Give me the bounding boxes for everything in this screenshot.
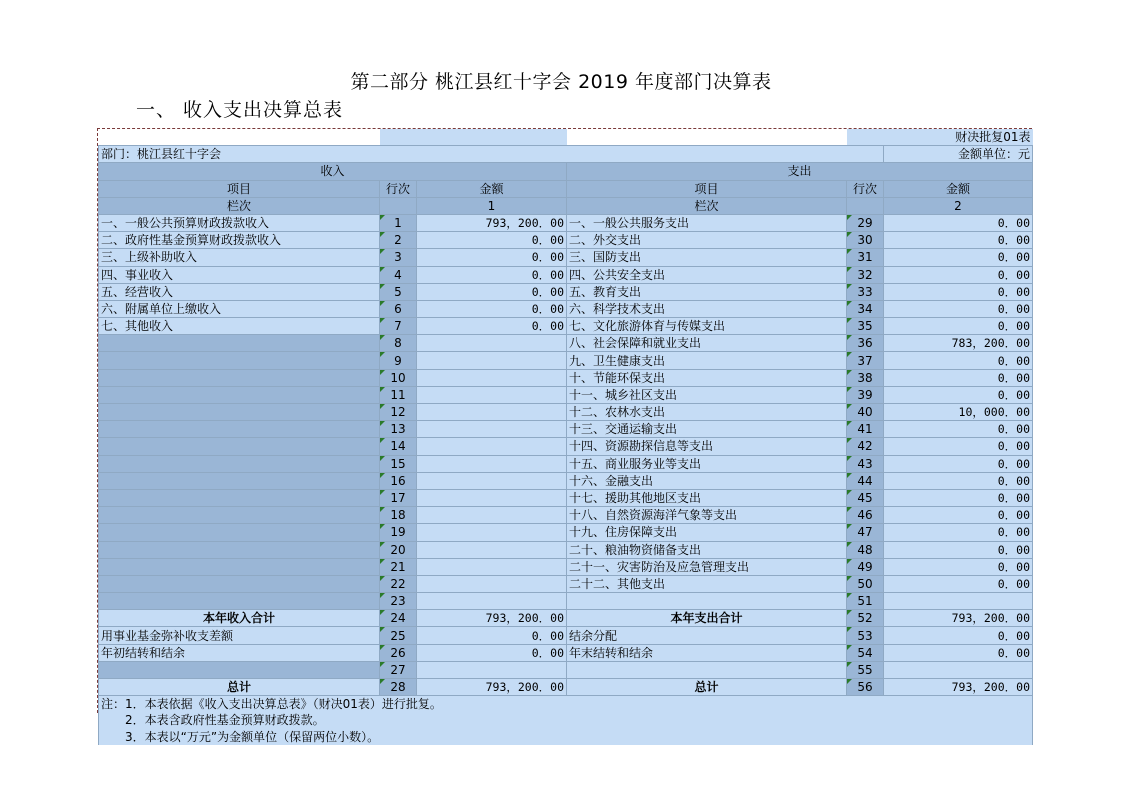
expense-col-index: 2	[884, 197, 1033, 214]
income-amount	[417, 352, 567, 369]
income-row-number: 12	[380, 404, 417, 421]
income-item-label: 三、上级补助收入	[99, 249, 380, 266]
expense-amount	[884, 593, 1033, 610]
expense-row-number: 33	[847, 283, 884, 300]
expense-row-number: 49	[847, 558, 884, 575]
income-item-label	[99, 575, 380, 592]
income-row-number: 16	[380, 472, 417, 489]
income-row-number: 5	[380, 283, 417, 300]
income-amount: 0．00	[417, 249, 567, 266]
income-row-number: 23	[380, 593, 417, 610]
table-row	[99, 455, 1033, 472]
note-text: 注：1．本表依据《收入支出决算总表》（财决01表）进行批复。	[99, 696, 1033, 713]
table-row	[99, 524, 1033, 541]
expense-item-label: 二十一、灾害防治及应急管理支出	[567, 558, 847, 575]
total-row	[99, 610, 1033, 627]
expense-item-label: 十六、金融支出	[567, 472, 847, 489]
table-row	[99, 541, 1033, 558]
income-amount	[417, 575, 567, 592]
expense-item-label: 四、公共安全支出	[567, 266, 847, 283]
expense-row-number: 29	[847, 214, 884, 231]
expense-amount: 0．00	[884, 575, 1033, 592]
income-row-number: 15	[380, 455, 417, 472]
income-item-label	[99, 472, 380, 489]
table-row	[99, 404, 1033, 421]
expense-row-number: 45	[847, 489, 884, 506]
expense-amount: 0．00	[884, 472, 1033, 489]
income-amount	[417, 438, 567, 455]
expense-row-number: 32	[847, 266, 884, 283]
income-row-number: 2	[380, 232, 417, 249]
expense-item-header: 项目	[567, 180, 847, 197]
expense-row-number: 51	[847, 593, 884, 610]
expense-amount: 0．00	[884, 300, 1033, 317]
income-amount-header: 金额	[417, 180, 567, 197]
expense-amount: 793，200．00	[884, 610, 1033, 627]
income-row-number: 19	[380, 524, 417, 541]
income-amount	[417, 558, 567, 575]
expense-item-label: 二十、粮油物资储备支出	[567, 541, 847, 558]
income-row-number: 7	[380, 318, 417, 335]
income-item-label: 年初结转和结余	[99, 644, 380, 661]
form-code: 财决批复01表	[884, 129, 1033, 146]
expense-col-label: 栏次	[567, 197, 847, 214]
income-amount: 793，200．00	[417, 679, 567, 696]
column-header-row	[99, 180, 1033, 197]
expense-item-label: 五、教育支出	[567, 283, 847, 300]
expense-row-number: 44	[847, 472, 884, 489]
expense-amount: 0．00	[884, 507, 1033, 524]
table-row	[99, 249, 1033, 266]
department-label: 部门：桃江县红十字会	[99, 146, 884, 163]
income-amount	[417, 369, 567, 386]
note-text: 3．本表以“万元”为金额单位（保留两位小数）。	[99, 729, 1033, 745]
table-row	[99, 472, 1033, 489]
income-row-number: 20	[380, 541, 417, 558]
note-row	[99, 696, 1033, 713]
income-item-label	[99, 541, 380, 558]
expense-amount: 0．00	[884, 541, 1033, 558]
expense-item-label: 本年支出合计	[567, 610, 847, 627]
expense-row-number: 54	[847, 644, 884, 661]
income-row-number: 4	[380, 266, 417, 283]
expense-item-label: 十九、住房保障支出	[567, 524, 847, 541]
income-amount	[417, 404, 567, 421]
expense-item-label: 十四、资源勘探信息等支出	[567, 438, 847, 455]
income-item-label: 一、一般公共预算财政拨款收入	[99, 214, 380, 231]
income-amount: 0．00	[417, 266, 567, 283]
final-accounts-sheet	[97, 128, 1032, 744]
expense-amount: 0．00	[884, 524, 1033, 541]
expense-row-number: 50	[847, 575, 884, 592]
income-row-number: 10	[380, 369, 417, 386]
department-row	[99, 146, 1033, 163]
expense-row-number: 41	[847, 421, 884, 438]
table-row	[99, 283, 1033, 300]
income-item-header: 项目	[99, 180, 380, 197]
expense-amount: 0．00	[884, 352, 1033, 369]
expense-rowno-header: 行次	[847, 180, 884, 197]
income-item-label	[99, 489, 380, 506]
income-item-label	[99, 386, 380, 403]
income-amount	[417, 593, 567, 610]
expense-item-label: 十、节能环保支出	[567, 369, 847, 386]
income-row-number: 21	[380, 558, 417, 575]
expense-item-label: 八、社会保障和就业支出	[567, 335, 847, 352]
income-item-label: 七、其他收入	[99, 318, 380, 335]
expense-item-label: 十二、农林水支出	[567, 404, 847, 421]
expense-amount: 0．00	[884, 283, 1033, 300]
expense-item-label: 总计	[567, 679, 847, 696]
note-row	[99, 712, 1033, 728]
income-amount: 0．00	[417, 644, 567, 661]
expense-item-label: 三、国防支出	[567, 249, 847, 266]
expense-item-label: 二十二、其他支出	[567, 575, 847, 592]
income-amount	[417, 455, 567, 472]
income-item-label	[99, 507, 380, 524]
table-row	[99, 575, 1033, 592]
expense-amount: 10，000．00	[884, 404, 1033, 421]
income-header: 收入	[99, 163, 567, 180]
income-amount	[417, 661, 567, 678]
income-amount	[417, 541, 567, 558]
income-amount	[417, 421, 567, 438]
expense-row-number: 34	[847, 300, 884, 317]
income-item-label: 二、政府性基金预算财政拨款收入	[99, 232, 380, 249]
column-index-row	[99, 197, 1033, 214]
income-row-number: 26	[380, 644, 417, 661]
income-row-number: 14	[380, 438, 417, 455]
expense-item-label: 结余分配	[567, 627, 847, 644]
table-row	[99, 352, 1033, 369]
income-item-label	[99, 335, 380, 352]
note-row	[99, 729, 1033, 745]
income-item-label: 六、附属单位上缴收入	[99, 300, 380, 317]
table-row	[99, 558, 1033, 575]
income-item-label: 五、经营收入	[99, 283, 380, 300]
income-item-label: 四、事业收入	[99, 266, 380, 283]
expense-item-label	[567, 661, 847, 678]
expense-row-number: 53	[847, 627, 884, 644]
expense-item-label	[567, 593, 847, 610]
income-amount: 0．00	[417, 627, 567, 644]
expense-row-number: 38	[847, 369, 884, 386]
expense-row-number: 36	[847, 335, 884, 352]
table-row	[99, 593, 1033, 610]
income-row-number: 3	[380, 249, 417, 266]
expense-amount: 0．00	[884, 644, 1033, 661]
income-amount: 0．00	[417, 232, 567, 249]
income-item-label	[99, 558, 380, 575]
income-row-number: 17	[380, 489, 417, 506]
table-row	[99, 232, 1033, 249]
income-amount	[417, 489, 567, 506]
income-amount: 0．00	[417, 318, 567, 335]
expense-row-number: 52	[847, 610, 884, 627]
expense-row-number: 31	[847, 249, 884, 266]
income-row-number: 1	[380, 214, 417, 231]
expense-row-number: 56	[847, 679, 884, 696]
expense-item-label: 十八、自然资源海洋气象等支出	[567, 507, 847, 524]
expense-amount-header: 金额	[884, 180, 1033, 197]
expense-item-label: 二、外交支出	[567, 232, 847, 249]
expense-row-number: 48	[847, 541, 884, 558]
expense-amount: 0．00	[884, 558, 1033, 575]
income-item-label: 本年收入合计	[99, 610, 380, 627]
table-row	[99, 438, 1033, 455]
income-item-label	[99, 455, 380, 472]
expense-row-number: 35	[847, 318, 884, 335]
income-rowno-header: 行次	[380, 180, 417, 197]
income-amount: 0．00	[417, 283, 567, 300]
expense-amount: 0．00	[884, 214, 1033, 231]
table-row	[99, 386, 1033, 403]
income-amount	[417, 507, 567, 524]
income-amount: 0．00	[417, 300, 567, 317]
income-item-label: 用事业基金弥补收支差额	[99, 627, 380, 644]
unit-label: 金额单位：元	[884, 146, 1033, 163]
expense-row-number: 37	[847, 352, 884, 369]
form-code-row	[99, 129, 1033, 146]
income-item-label	[99, 593, 380, 610]
section-title: 一、 收入支出决算总表	[136, 99, 344, 121]
income-item-label	[99, 438, 380, 455]
income-item-label	[99, 369, 380, 386]
income-row-number: 27	[380, 661, 417, 678]
income-row-number: 28	[380, 679, 417, 696]
table-row	[99, 266, 1033, 283]
expense-item-label: 年末结转和结余	[567, 644, 847, 661]
income-row-number: 18	[380, 507, 417, 524]
expense-amount: 0．00	[884, 369, 1033, 386]
income-row-number: 11	[380, 386, 417, 403]
expense-row-number: 39	[847, 386, 884, 403]
table-row	[99, 507, 1033, 524]
page-title: 第二部分 桃江县红十字会 2019 年度部门决算表	[350, 71, 772, 93]
income-amount	[417, 335, 567, 352]
total-row	[99, 661, 1033, 678]
income-item-label	[99, 524, 380, 541]
table-row	[99, 489, 1033, 506]
expense-amount: 0．00	[884, 386, 1033, 403]
table-row	[99, 214, 1033, 231]
expense-amount: 0．00	[884, 627, 1033, 644]
income-amount	[417, 386, 567, 403]
income-col-index: 1	[417, 197, 567, 214]
expense-item-label: 七、文化旅游体育与传媒支出	[567, 318, 847, 335]
table-row	[99, 300, 1033, 317]
table-row	[99, 318, 1033, 335]
expense-row-number: 40	[847, 404, 884, 421]
expense-item-label: 九、卫生健康支出	[567, 352, 847, 369]
income-amount	[417, 524, 567, 541]
expense-amount: 0．00	[884, 438, 1033, 455]
expense-item-label: 十七、援助其他地区支出	[567, 489, 847, 506]
income-col-label: 栏次	[99, 197, 380, 214]
expense-amount: 0．00	[884, 489, 1033, 506]
expense-item-label: 十五、商业服务业等支出	[567, 455, 847, 472]
income-row-number: 24	[380, 610, 417, 627]
expense-amount: 0．00	[884, 266, 1033, 283]
expense-item-label: 十一、城乡社区支出	[567, 386, 847, 403]
income-item-label: 总计	[99, 679, 380, 696]
income-amount: 793，200．00	[417, 214, 567, 231]
table-row	[99, 369, 1033, 386]
expense-item-label: 六、科学技术支出	[567, 300, 847, 317]
total-row	[99, 627, 1033, 644]
income-row-number: 9	[380, 352, 417, 369]
table-row	[99, 335, 1033, 352]
expense-row-number: 43	[847, 455, 884, 472]
expense-row-number: 47	[847, 524, 884, 541]
expense-row-number: 30	[847, 232, 884, 249]
expense-amount: 0．00	[884, 232, 1033, 249]
expense-amount: 0．00	[884, 318, 1033, 335]
expense-amount: 0．00	[884, 421, 1033, 438]
income-expense-table	[98, 129, 1033, 745]
expense-row-number: 42	[847, 438, 884, 455]
income-amount: 793，200．00	[417, 610, 567, 627]
expense-amount: 0．00	[884, 249, 1033, 266]
income-item-label	[99, 404, 380, 421]
income-row-number: 13	[380, 421, 417, 438]
income-row-number: 25	[380, 627, 417, 644]
expense-amount: 783，200．00	[884, 335, 1033, 352]
expense-row-number: 55	[847, 661, 884, 678]
table-row	[99, 421, 1033, 438]
income-row-number: 22	[380, 575, 417, 592]
expense-amount: 793，200．00	[884, 679, 1033, 696]
expense-item-label: 一、一般公共服务支出	[567, 214, 847, 231]
expense-item-label: 十三、交通运输支出	[567, 421, 847, 438]
income-item-label	[99, 421, 380, 438]
total-row	[99, 644, 1033, 661]
note-text: 2．本表含政府性基金预算财政拨款。	[99, 712, 1033, 728]
income-amount	[417, 472, 567, 489]
expense-amount	[884, 661, 1033, 678]
income-row-number: 6	[380, 300, 417, 317]
income-item-label	[99, 661, 380, 678]
expense-amount: 0．00	[884, 455, 1033, 472]
expense-row-number: 46	[847, 507, 884, 524]
income-row-number: 8	[380, 335, 417, 352]
expense-header: 支出	[567, 163, 1033, 180]
total-row	[99, 679, 1033, 696]
income-item-label	[99, 352, 380, 369]
section-header-row	[99, 163, 1033, 180]
